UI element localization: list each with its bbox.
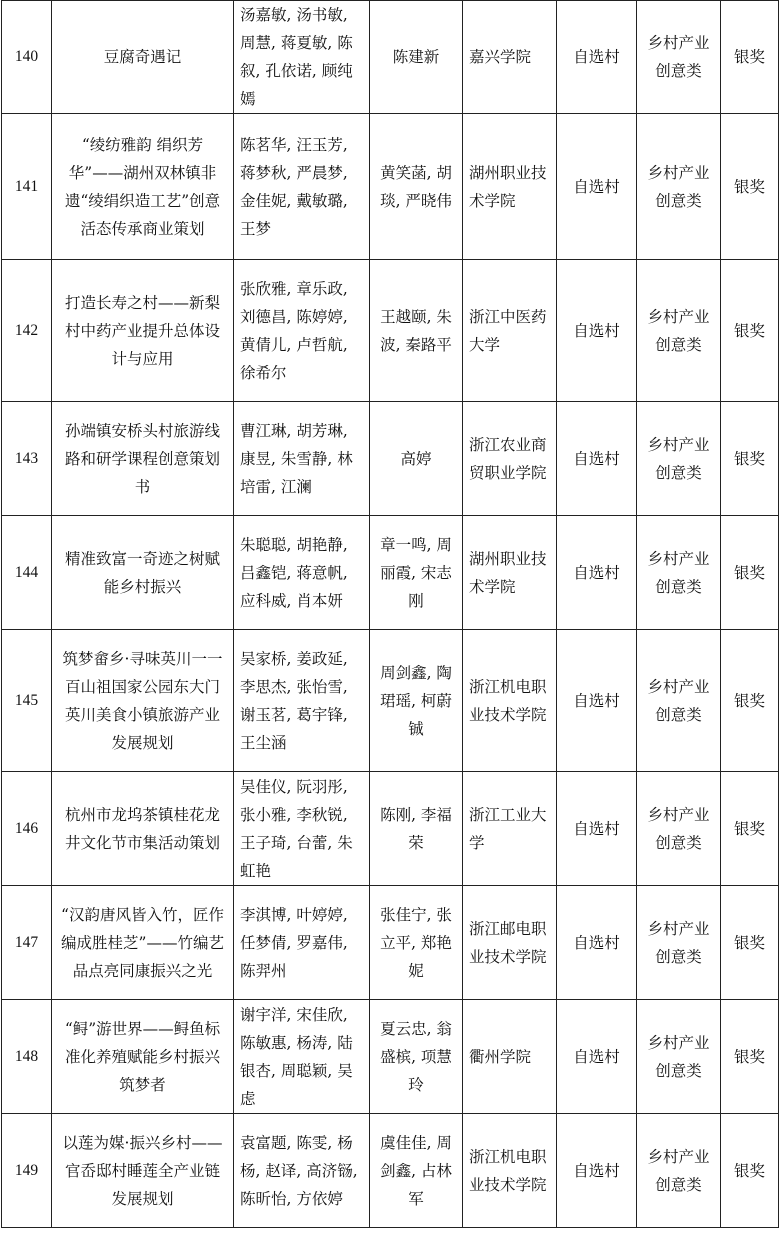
school: 浙江农业商贸职业学院 [463, 402, 557, 516]
topic: 自选村 [557, 1000, 637, 1114]
team-members: 袁富题, 陈雯, 杨杨, 赵译, 高济铴, 陈昕怡, 方依婷 [234, 1114, 370, 1228]
award: 银奖 [721, 886, 779, 1000]
entry-number: 140 [2, 1, 52, 114]
advisors: 夏云忠, 翁盛槟, 项慧玲 [370, 1000, 463, 1114]
team-members: 陈茗华, 汪玉芳, 蒋梦秋, 严晨梦, 金佳妮, 戴敏璐, 王梦 [234, 114, 370, 260]
category: 乡村产业创意类 [637, 516, 721, 630]
team-members: 汤嘉敏, 汤书敏, 周慧, 蒋夏敏, 陈叙, 孔依诺, 顾纯嫣 [234, 1, 370, 114]
project-title: 豆腐奇遇记 [52, 1, 234, 114]
advisors: 周剑鑫, 陶珺瑶, 柯蔚铖 [370, 630, 463, 772]
topic: 自选村 [557, 886, 637, 1000]
team-members: 曹江琳, 胡芳琳, 康昱, 朱雪静, 林培雷, 江澜 [234, 402, 370, 516]
project-title: “鲟”游世界——鲟鱼标准化养殖赋能乡村振兴筑梦者 [52, 1000, 234, 1114]
award: 银奖 [721, 630, 779, 772]
category: 乡村产业创意类 [637, 114, 721, 260]
entry-number: 147 [2, 886, 52, 1000]
topic: 自选村 [557, 260, 637, 402]
entry-number: 141 [2, 114, 52, 260]
table-row [2, 886, 779, 1000]
table-row [2, 1114, 779, 1228]
team-members: 吴家桥, 姜政延, 李思杰, 张怡雪, 谢玉茗, 葛宇锋, 王尘涵 [234, 630, 370, 772]
school: 嘉兴学院 [463, 1, 557, 114]
table-row [2, 772, 779, 886]
project-title: “绫纺雅韵 绢织芳华”——湖州双林镇非遗“绫绢织造工艺”创意活态传承商业策划 [52, 114, 234, 260]
award: 银奖 [721, 1, 779, 114]
advisors: 陈刚, 李福荣 [370, 772, 463, 886]
entry-number: 145 [2, 630, 52, 772]
topic: 自选村 [557, 402, 637, 516]
team-members: 张欣雅, 章乐政, 刘德昌, 陈婷婷, 黄倩儿, 卢哲航, 徐希尔 [234, 260, 370, 402]
category: 乡村产业创意类 [637, 1, 721, 114]
category: 乡村产业创意类 [637, 630, 721, 772]
school: 湖州职业技术学院 [463, 516, 557, 630]
topic: 自选村 [557, 772, 637, 886]
category: 乡村产业创意类 [637, 1000, 721, 1114]
topic: 自选村 [557, 516, 637, 630]
award: 银奖 [721, 260, 779, 402]
table-row [2, 1, 779, 114]
advisors: 黄笑菡, 胡琰, 严晓伟 [370, 114, 463, 260]
school: 浙江机电职业技术学院 [463, 630, 557, 772]
table-row [2, 630, 779, 772]
award: 银奖 [721, 516, 779, 630]
entry-number: 143 [2, 402, 52, 516]
project-title: 以莲为媒·振兴乡村——官岙邸村睡莲全产业链发展规划 [52, 1114, 234, 1228]
table-row [2, 1000, 779, 1114]
school: 衢州学院 [463, 1000, 557, 1114]
table-row [2, 114, 779, 260]
entry-number: 149 [2, 1114, 52, 1228]
project-title: 筑梦畲乡·寻味英川一一百山祖国家公园东大门英川美食小镇旅游产业发展规划 [52, 630, 234, 772]
advisors: 王越颐, 朱波, 秦路平 [370, 260, 463, 402]
entry-number: 146 [2, 772, 52, 886]
advisors: 陈建新 [370, 1, 463, 114]
category: 乡村产业创意类 [637, 886, 721, 1000]
table-row [2, 516, 779, 630]
award: 银奖 [721, 1114, 779, 1228]
category: 乡村产业创意类 [637, 402, 721, 516]
entry-number: 144 [2, 516, 52, 630]
school: 浙江机电职业技术学院 [463, 1114, 557, 1228]
awards-table [1, 0, 779, 1228]
category: 乡村产业创意类 [637, 260, 721, 402]
team-members: 吴佳仪, 阮羽彤, 张小雅, 李秋锐, 王子琦, 台蕾, 朱虹艳 [234, 772, 370, 886]
team-members: 李淇博, 叶婷婷, 任梦倩, 罗嘉伟, 陈羿州 [234, 886, 370, 1000]
category: 乡村产业创意类 [637, 1114, 721, 1228]
school: 浙江中医药大学 [463, 260, 557, 402]
topic: 自选村 [557, 1, 637, 114]
school: 浙江工业大学 [463, 772, 557, 886]
project-title: 打造长寿之村——新梨村中药产业提升总体设计与应用 [52, 260, 234, 402]
advisors: 虞佳佳, 周剑鑫, 占林军 [370, 1114, 463, 1228]
entry-number: 142 [2, 260, 52, 402]
project-title: 孙端镇安桥头村旅游线路和研学课程创意策划书 [52, 402, 234, 516]
topic: 自选村 [557, 1114, 637, 1228]
project-title: 杭州市龙坞茶镇桂花龙井文化节市集活动策划 [52, 772, 234, 886]
school: 湖州职业技术学院 [463, 114, 557, 260]
entry-number: 148 [2, 1000, 52, 1114]
table-row [2, 260, 779, 402]
advisors: 张佳宁, 张立平, 郑艳妮 [370, 886, 463, 1000]
award: 银奖 [721, 1000, 779, 1114]
project-title: “汉韵唐风皆入竹，匠作编成胜桂芝”——竹编艺品点亮同康振兴之光 [52, 886, 234, 1000]
school: 浙江邮电职业技术学院 [463, 886, 557, 1000]
category: 乡村产业创意类 [637, 772, 721, 886]
team-members: 谢宇洋, 宋佳欣, 陈敏惠, 杨涛, 陆银杏, 周聪颖, 吴虑 [234, 1000, 370, 1114]
team-members: 朱聪聪, 胡艳静, 吕鑫铠, 蒋意帆, 应科威, 肖本妍 [234, 516, 370, 630]
advisors: 章一鸣, 周丽霞, 宋志刚 [370, 516, 463, 630]
award: 银奖 [721, 402, 779, 516]
award: 银奖 [721, 114, 779, 260]
table-row [2, 402, 779, 516]
topic: 自选村 [557, 630, 637, 772]
award: 银奖 [721, 772, 779, 886]
advisors: 高婷 [370, 402, 463, 516]
project-title: 精准致富一奇迹之树赋能乡村振兴 [52, 516, 234, 630]
topic: 自选村 [557, 114, 637, 260]
